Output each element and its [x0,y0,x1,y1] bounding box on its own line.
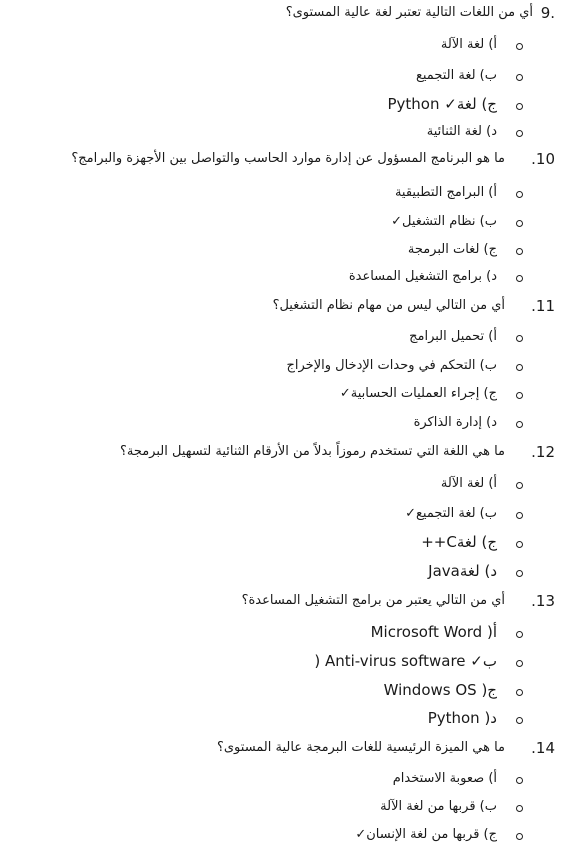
option-row [0,708,563,734]
option-row [0,796,563,822]
option-text: د) لغةJava [428,562,497,580]
circle-bullet-icon [516,570,523,577]
option-row [0,622,563,648]
option-text: د( Python [427,709,497,727]
option-text: ب) قربها من لغة الآلة [380,799,497,814]
circle-bullet-icon [516,833,523,840]
question-11 [0,295,563,321]
option-row [0,355,563,381]
option-text: د) إدارة الذاكرة [413,415,497,430]
question-text: ما هو البرنامج المسؤول عن إدارة موارد الحاسب والتواصل بين الأجهزة والبرامج؟ [71,151,505,166]
question-number: .10 [531,150,555,168]
question-text: ما هي الميزة الرئيسية للغات البرمجة عالية المستوى؟ [216,740,505,755]
option-row [0,503,563,529]
circle-bullet-icon [516,191,523,198]
option-text: ج( Windows OS [383,681,497,699]
circle-bullet-icon [516,660,523,667]
option-text: أ) لغة الآلة [440,37,497,52]
circle-bullet-icon [516,512,523,519]
option-text: د) برامج التشغيل المساعدة [348,269,497,284]
option-text: ب) لغة التجميع [415,68,497,83]
option-text: ب) لغة التجميع✓ [405,506,497,521]
question-text: ما هي اللغة التي تستخدم رموزاً بدلاً من الأرقام الثنائية لتسهيل البرمجة؟ [119,444,505,459]
circle-bullet-icon [516,392,523,399]
question-number: .13 [531,592,555,610]
option-row [0,473,563,499]
circle-bullet-icon [516,43,523,50]
circle-bullet-icon [516,220,523,227]
circle-bullet-icon [516,130,523,137]
option-text: ج) لغةC++ [421,533,497,551]
circle-bullet-icon [516,541,523,548]
option-text: أ) صعوبة الاستخدام [392,771,497,786]
option-row [0,680,563,706]
option-row [0,383,563,409]
question-10 [0,148,563,174]
option-row [0,65,563,91]
option-text: ج) لغات البرمجة [407,242,497,257]
option-row [0,824,563,850]
question-text: أي من اللغات التالية تعتبر لغة عالية المستوى؟ [285,5,533,20]
question-13 [0,590,563,616]
option-text: ب) التحكم في وحدات الإدخال والإخراج [286,358,497,373]
question-number: 9. [540,4,555,22]
question-9 [0,2,563,28]
question-text: أي من التالي ليس من مهام نظام التشغيل؟ [272,298,505,313]
option-row [0,561,563,587]
circle-bullet-icon [516,631,523,638]
question-text: أي من التالي يعتبر من برامج التشغيل المساعدة؟ [241,593,505,608]
option-text: ج) لغة✓ Python [387,95,497,113]
option-row [0,34,563,60]
circle-bullet-icon [516,335,523,342]
option-row [0,266,563,292]
option-row [0,94,563,120]
circle-bullet-icon [516,74,523,81]
option-row [0,412,563,438]
circle-bullet-icon [516,689,523,696]
option-row [0,532,563,558]
option-text: د) لغة الثنائية [426,124,497,139]
option-text: أ( Microsoft Word [370,623,497,641]
circle-bullet-icon [516,777,523,784]
circle-bullet-icon [516,717,523,724]
circle-bullet-icon [516,275,523,282]
option-row [0,651,563,677]
option-row [0,326,563,352]
option-row [0,182,563,208]
question-12 [0,441,563,467]
option-text: ب✓ Anti-virus software ( [314,652,497,670]
question-number: .12 [531,443,555,461]
circle-bullet-icon [516,482,523,489]
option-row [0,211,563,237]
question-number: .14 [531,739,555,757]
option-text: أ) لغة الآلة [440,476,497,491]
option-row [0,768,563,794]
circle-bullet-icon [516,421,523,428]
question-number: .11 [531,297,555,315]
option-text: ج) قربها من لغة الإنسان✓ [355,827,497,842]
option-text: أ) البرامج التطبيقية [394,185,497,200]
option-text: أ) تحميل البرامج [409,329,497,344]
option-row [0,239,563,265]
circle-bullet-icon [516,364,523,371]
option-text: ج) إجراء العمليات الحسابية✓ [339,386,497,401]
option-text: ب) نظام التشغيل✓ [391,214,497,229]
question-14 [0,737,563,763]
circle-bullet-icon [516,248,523,255]
option-row [0,121,563,147]
circle-bullet-icon [516,805,523,812]
circle-bullet-icon [516,103,523,110]
